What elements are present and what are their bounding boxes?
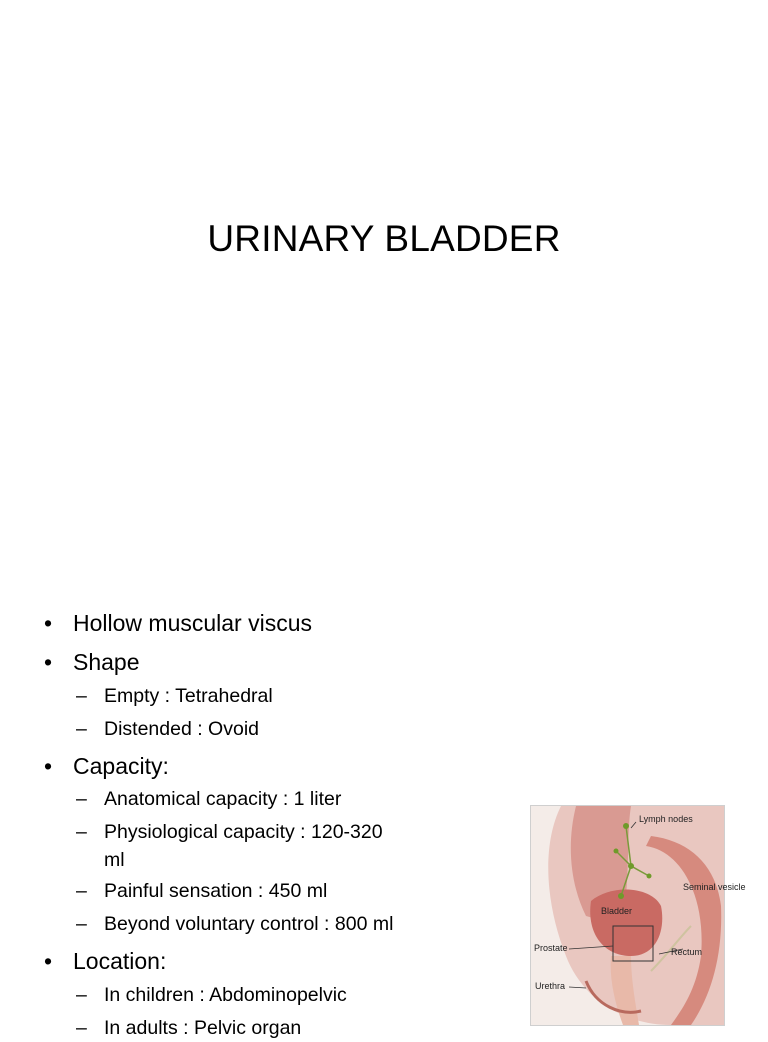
- sub-bullet-item: – Physiological capacity : 120-320 ml: [44, 818, 404, 874]
- bullet-list: [44, 608, 464, 1042]
- bullet-item: • Shape: [44, 647, 464, 678]
- anatomy-drawing: [531, 806, 746, 1025]
- sub-bullet-item: – In children : Abdominopelvic: [44, 981, 404, 1009]
- sub-bullet-item: – In adults : Pelvic organ: [44, 1014, 404, 1042]
- label-prostate: Prostate: [534, 943, 568, 953]
- sub-bullet-item: – Distended : Ovoid: [44, 715, 404, 743]
- bullet-item: • Hollow muscular viscus: [44, 608, 464, 639]
- bullet-item: • Location:: [44, 946, 464, 977]
- label-urethra: Urethra: [535, 981, 566, 991]
- sub-bullet-item: – Beyond voluntary control : 800 ml: [44, 910, 404, 938]
- label-bladder: Bladder: [601, 906, 633, 916]
- bullet-item: • Capacity:: [44, 751, 464, 782]
- label-lymph-nodes: Lymph nodes: [639, 814, 693, 824]
- bladder-anatomy-illustration: [530, 805, 746, 1026]
- sub-bullet-item: – Painful sensation : 450 ml: [44, 877, 404, 905]
- sub-bullet-item: – Anatomical capacity : 1 liter: [44, 785, 404, 813]
- slide-title: URINARY BLADDER: [207, 218, 561, 259]
- label-seminal-vesicle: Seminal vesicle: [683, 882, 746, 892]
- label-rectum: Rectum: [671, 947, 703, 957]
- sub-bullet-item: – Empty : Tetrahedral: [44, 682, 404, 710]
- content-slide: [0, 576, 768, 1039]
